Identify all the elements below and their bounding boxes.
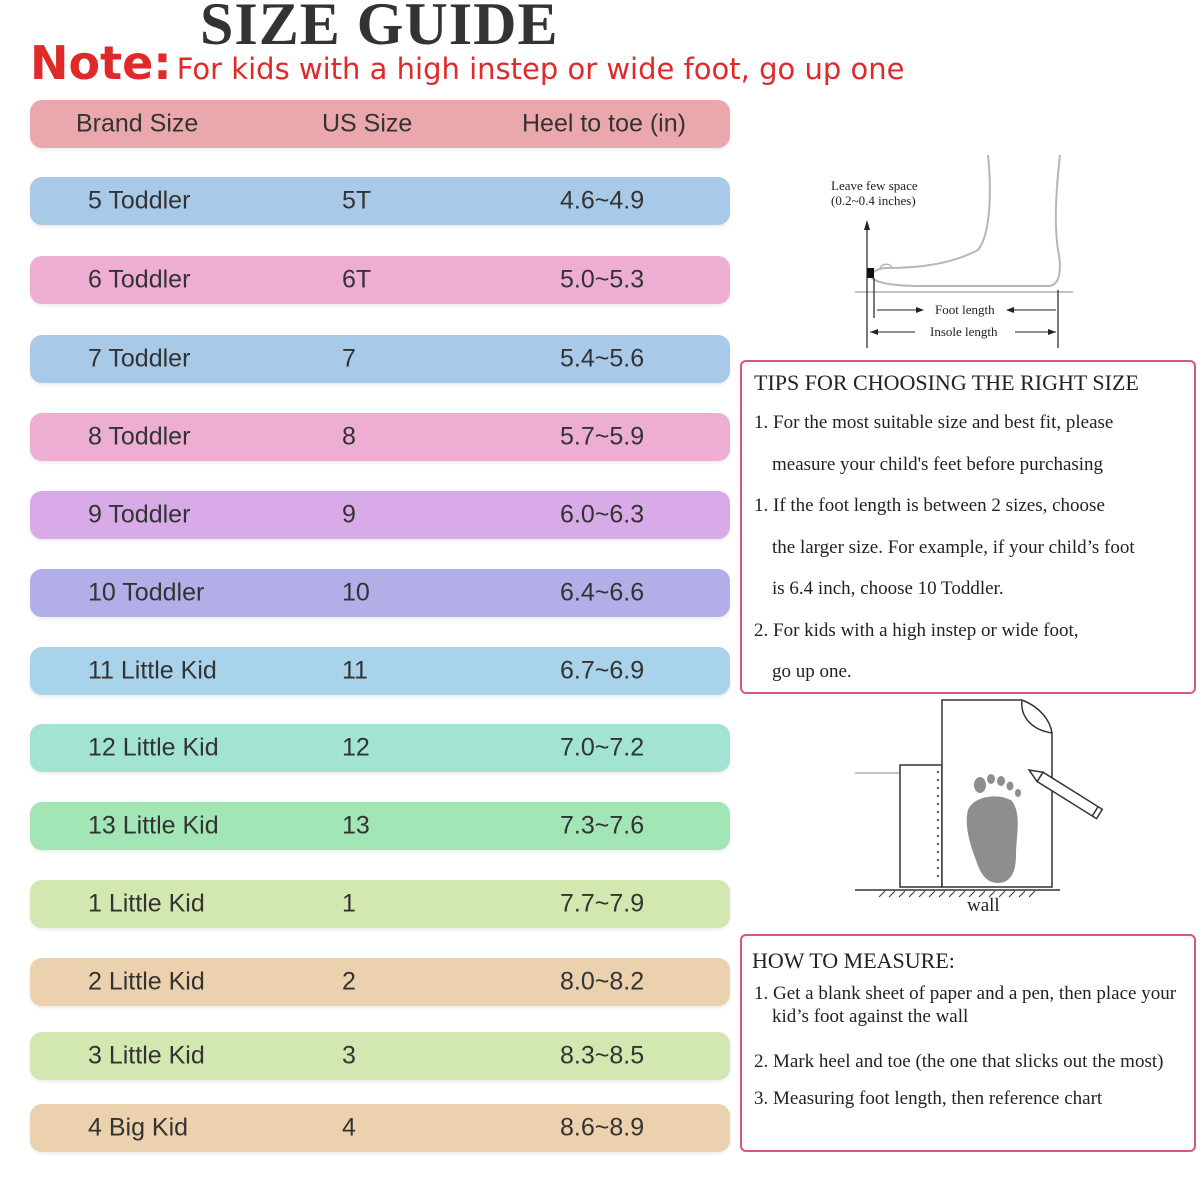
wall-measure-diagram: [850, 695, 1110, 920]
brand-size: 12 Little Kid: [88, 733, 219, 762]
heel-to-toe: 8.6~8.9: [560, 1113, 645, 1142]
tips-line-5: is 6.4 inch, choose 10 Toddler.: [772, 578, 1004, 599]
us-size: 11: [342, 656, 368, 685]
how-to-step-1: 1. Get a blank sheet of paper and a pen, then place your kid’s foot against the wall: [754, 983, 1177, 1027]
tips-line-6: 2. For kids with a high instep or wide foot,: [754, 619, 1079, 641]
note-text: For kids with a high instep or wide foot, go up one: [176, 52, 905, 86]
us-size: 5T: [342, 186, 372, 215]
size-row: [30, 647, 730, 695]
space-label-2: (0.2~0.4 inches): [831, 193, 916, 208]
brand-size: 13 Little Kid: [88, 811, 219, 840]
size-row: [30, 256, 730, 304]
heel-to-toe: 5.7~5.9: [560, 422, 645, 451]
us-size: 3: [342, 1041, 356, 1070]
page-title: SIZE GUIDE: [200, 0, 559, 57]
size-row: [30, 413, 730, 461]
brand-size: 8 Toddler: [88, 422, 191, 451]
how-to-title: HOW TO MEASURE:: [752, 948, 955, 973]
size-row: [30, 958, 730, 1006]
header-us-size: US Size: [322, 109, 413, 138]
brand-size: 7 Toddler: [88, 344, 191, 373]
how-to-step-2: 2. Mark heel and toe (the one that slicks out the most): [754, 1051, 1164, 1072]
how-to-step-3: 3. Measuring foot length, then reference chart: [754, 1088, 1103, 1109]
tips-title: TIPS FOR CHOOSING THE RIGHT SIZE: [754, 370, 1139, 395]
heel-to-toe: 5.0~5.3: [560, 265, 645, 294]
us-size: 6T: [342, 265, 372, 294]
space-label-1: Leave few space: [831, 178, 918, 193]
heel-to-toe: 4.6~4.9: [560, 186, 645, 215]
size-row: [30, 1032, 730, 1080]
us-size: 4: [342, 1113, 356, 1142]
size-row: [30, 880, 730, 928]
heel-to-toe: 6.0~6.3: [560, 500, 645, 529]
insole-length-label: Insole length: [930, 324, 998, 339]
header-brand-size: Brand Size: [76, 109, 199, 138]
size-row: [30, 1104, 730, 1152]
tips-line-7: go up one.: [772, 661, 852, 682]
us-size: 2: [342, 967, 356, 996]
header-heel-to-toe: Heel to toe (in): [522, 109, 686, 138]
brand-size: 11 Little Kid: [88, 656, 217, 685]
note: [30, 36, 905, 90]
heel-to-toe: 8.3~8.5: [560, 1041, 645, 1070]
heel-to-toe: 8.0~8.2: [560, 967, 645, 996]
heel-to-toe: 5.4~5.6: [560, 344, 645, 373]
brand-size: 10 Toddler: [88, 578, 205, 607]
wall-illustration: [850, 695, 1110, 920]
us-size: 8: [342, 422, 356, 451]
heel-to-toe: 7.7~7.9: [560, 889, 645, 918]
brand-size: 4 Big Kid: [88, 1113, 189, 1142]
brand-size: 1 Little Kid: [88, 889, 205, 918]
us-size: 9: [342, 500, 356, 529]
tips-line-2: measure your child's feet before purchasing: [772, 453, 1104, 475]
brand-size: 3 Little Kid: [88, 1041, 205, 1070]
size-row: [30, 802, 730, 850]
us-size: 13: [342, 811, 370, 840]
foot-length-label: Foot length: [935, 302, 995, 317]
heel-to-toe: 6.4~6.6: [560, 578, 645, 607]
size-table-header: [30, 100, 730, 148]
wall-label: wall: [967, 895, 1000, 916]
heel-to-toe: 6.7~6.9: [560, 656, 645, 685]
tips-line-4: the larger size. For example, if your child’s foot: [772, 536, 1135, 558]
us-size: 10: [342, 578, 370, 607]
tips-line-1: 1. For the most suitable size and best fit, please: [754, 412, 1114, 433]
size-row: [30, 491, 730, 539]
tips-line-3: 1. If the foot length is between 2 sizes, choose: [754, 495, 1105, 516]
brand-size: 9 Toddler: [88, 500, 191, 529]
size-row: [30, 177, 730, 225]
size-row: [30, 724, 730, 772]
size-row: [30, 335, 730, 383]
tips-box: [740, 360, 1196, 694]
heel-to-toe: 7.3~7.6: [560, 811, 645, 840]
size-row: [30, 569, 730, 617]
note-label: Note:: [30, 36, 172, 90]
brand-size: 6 Toddler: [88, 265, 191, 294]
how-to-measure-box: [740, 934, 1196, 1152]
heel-to-toe: 7.0~7.2: [560, 733, 645, 762]
us-size: 12: [342, 733, 370, 762]
foot-measure-diagram: [820, 150, 1080, 360]
brand-size: 2 Little Kid: [88, 967, 205, 996]
us-size: 1: [342, 889, 356, 918]
brand-size: 5 Toddler: [88, 186, 191, 215]
us-size: 7: [342, 344, 356, 373]
